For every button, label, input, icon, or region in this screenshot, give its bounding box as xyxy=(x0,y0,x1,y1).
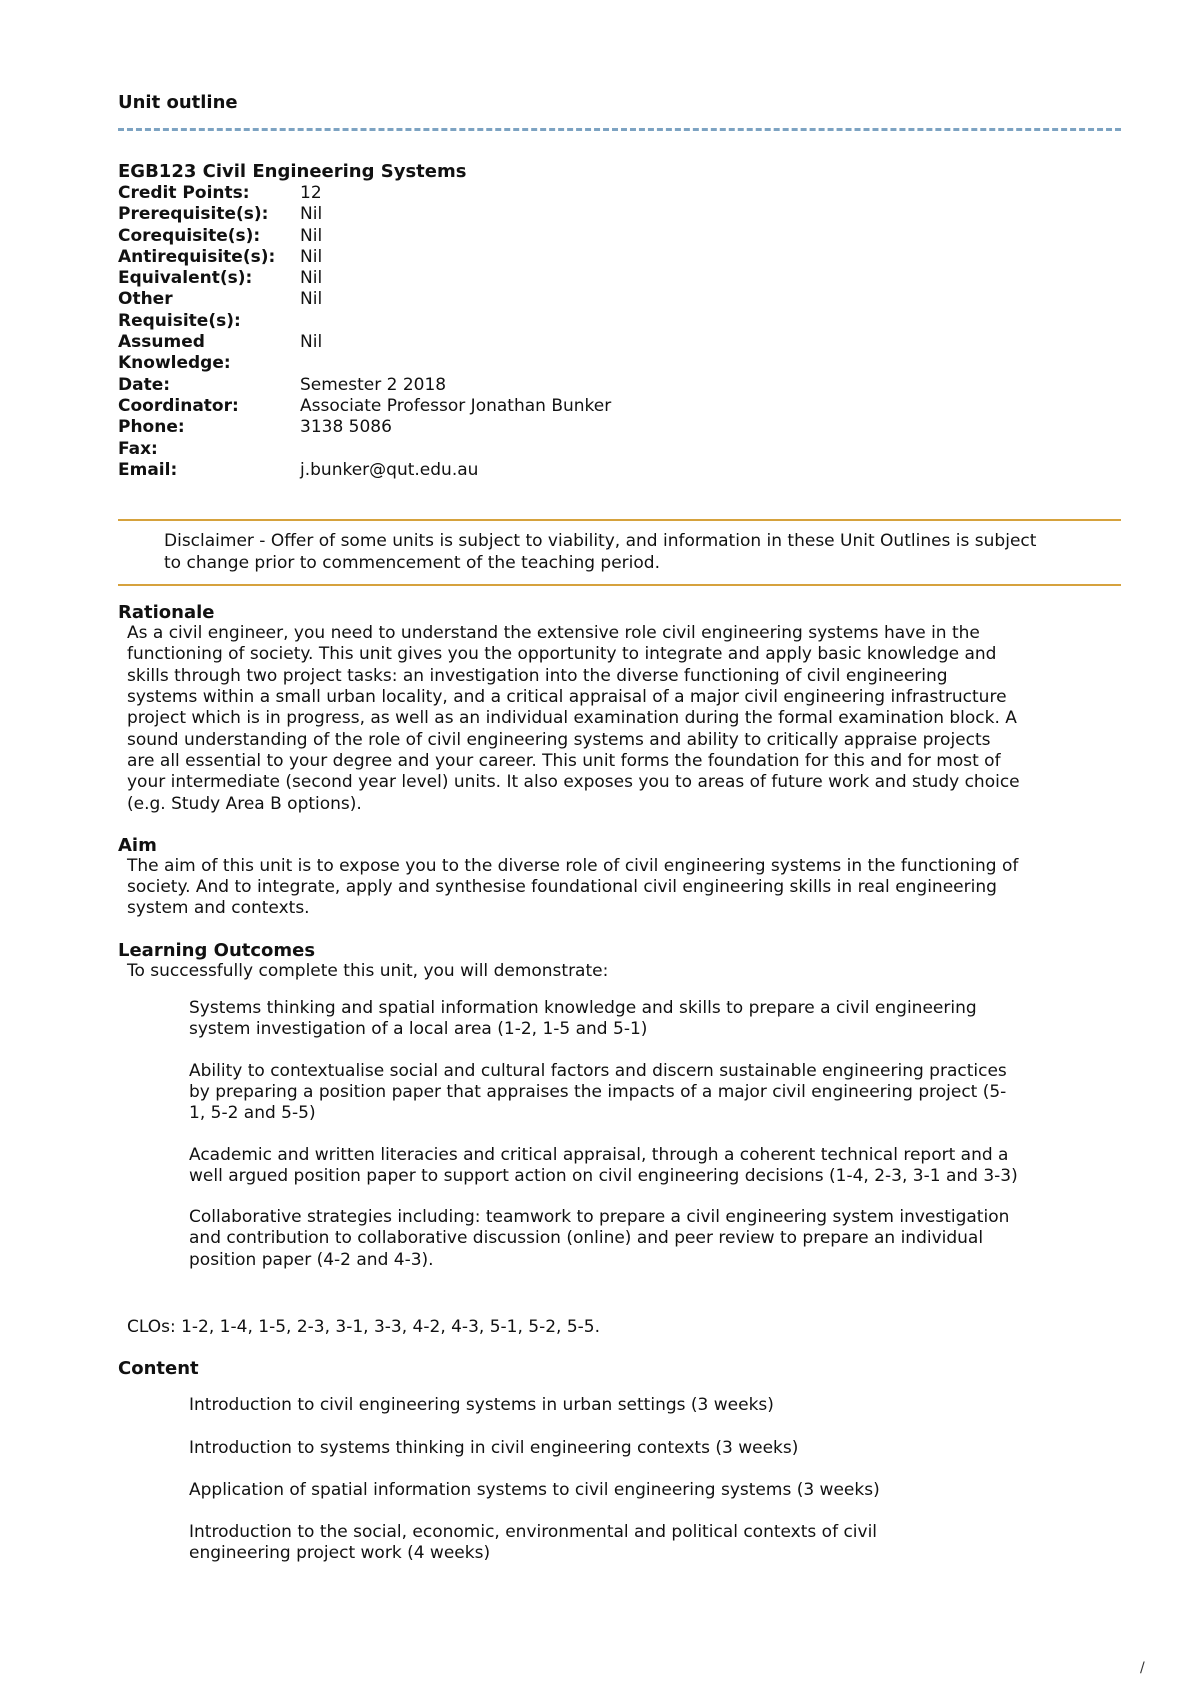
detail-value: Nil xyxy=(300,332,323,353)
detail-row xyxy=(118,226,611,247)
detail-row xyxy=(118,183,611,204)
rationale-text: As a civil engineer, you need to understand the extensive role civil engineering systems have in the functioning of society. This unit gives you the opportunity to integrate and apply basic knowledge and skills through two project tasks: an investigation into the diverse functioning of civil engineering systems within a small urban locality, and a critical appraisal of a major civil engineering infrastructure project which is in progress, as well as an individual examination during the formal examination block. A sound understanding of the role of civil engineering systems and ability to critically appraise projects are all essential to your degree and your career. This unit forms the foundation for this and for most of your intermediate (second year level) units. It also exposes you to areas of future work and study choice (e.g. Study Area B options). xyxy=(127,623,1020,814)
list-item: Ability to contextualise social and cultural factors and discern sustainable engineering practices by preparing a position paper that appraises the impacts of a major civil engineering project (5-1, 5-2 and 5-5) xyxy=(189,1060,1007,1124)
document-page xyxy=(118,92,1121,1586)
detail-label: Equivalent(s): xyxy=(118,268,253,289)
detail-value: Nil xyxy=(300,289,323,310)
detail-row xyxy=(118,268,611,289)
detail-value: Nil xyxy=(300,204,323,225)
detail-row xyxy=(118,375,611,396)
detail-label: Credit Points: xyxy=(118,183,250,203)
aim-heading: Aim xyxy=(118,834,157,856)
detail-value: Nil xyxy=(300,225,323,246)
list-item: Introduction to systems thinking in civil engineering contexts (3 weeks) xyxy=(189,1437,799,1458)
clos-line: CLOs: 1-2, 1-4, 1-5, 2-3, 3-1, 3-3, 4-2, 4-3, 5-1, 5-2, 5-5. xyxy=(127,1316,601,1337)
detail-value: Nil xyxy=(300,268,323,289)
detail-value xyxy=(300,439,611,460)
learning-outcomes-list xyxy=(189,998,1021,1271)
title-divider xyxy=(118,128,1121,131)
detail-label: Email: xyxy=(118,459,178,480)
detail-row xyxy=(118,204,611,225)
detail-row xyxy=(118,439,611,460)
detail-label: Date: xyxy=(118,374,171,395)
detail-value: 12 xyxy=(300,183,322,203)
detail-row xyxy=(118,247,611,268)
email-value[interactable]: j.bunker@qut.edu.au xyxy=(300,459,479,480)
detail-label: Prerequisite(s): xyxy=(118,204,269,225)
page-title: Unit outline xyxy=(118,92,238,113)
learning-outcomes-heading: Learning Outcomes xyxy=(118,939,316,961)
detail-value: 3138 5086 xyxy=(300,417,392,438)
detail-row xyxy=(118,289,611,332)
list-item: Academic and written literacies and critical appraisal, through a coherent technical report and a well argued position paper to support action on civil engineering decisions (1-4, 2-3, 3-1 and 3-3) xyxy=(189,1144,1018,1186)
detail-row xyxy=(118,332,611,375)
detail-label: Fax: xyxy=(118,438,158,459)
unit-details-table xyxy=(118,183,611,481)
detail-row xyxy=(118,396,611,417)
list-item: Introduction to the social, economic, environmental and political contexts of civil engineering project work (4 weeks) xyxy=(189,1522,878,1564)
list-item: Introduction to civil engineering systems in urban settings (3 weeks) xyxy=(189,1395,774,1416)
disclaimer-box: Disclaimer - Offer of some units is subject to viability, and information in these Unit Outlines is subject to change prior to commencement of the teaching period. xyxy=(118,519,1121,586)
content-heading: Content xyxy=(118,1358,199,1380)
detail-value: Nil xyxy=(300,246,323,267)
page-number-mark: / xyxy=(1140,1660,1145,1676)
detail-label: Coordinator: xyxy=(118,395,239,416)
learning-outcomes-intro: To successfully complete this unit, you will demonstrate: xyxy=(127,960,609,981)
detail-label: Other Requisite(s): xyxy=(118,289,241,331)
detail-value: Semester 2 2018 xyxy=(300,374,447,395)
detail-value: Associate Professor Jonathan Bunker xyxy=(300,395,612,416)
detail-label: Phone: xyxy=(118,417,185,438)
list-item: Systems thinking and spatial information knowledge and skills to prepare a civil engineering system investigation of a local area (1-2, 1-5 and 5-1) xyxy=(189,998,977,1040)
detail-row xyxy=(118,417,611,438)
detail-label: Corequisite(s): xyxy=(118,225,261,246)
list-item: Collaborative strategies including: teamwork to prepare a civil engineering system investigation and contribution to collaborative discussion (online) and peer review to prepare an individual position paper (4-2 and 4-3). xyxy=(189,1207,1010,1270)
list-item: Application of spatial information systems to civil engineering systems (3 weeks) xyxy=(189,1479,880,1500)
aim-text: The aim of this unit is to expose you to the diverse role of civil engineering systems in the functioning of society. And to integrate, apply and synthesise foundational civil engineering skills in real engineering system and contexts. xyxy=(127,855,1019,919)
detail-label: Antirequisite(s): xyxy=(118,246,276,267)
detail-row xyxy=(118,460,611,481)
unit-name: EGB123 Civil Engineering Systems xyxy=(118,161,467,182)
rationale-heading: Rationale xyxy=(118,602,215,624)
content-list xyxy=(189,1395,941,1564)
detail-label: Assumed Knowledge: xyxy=(118,332,231,374)
